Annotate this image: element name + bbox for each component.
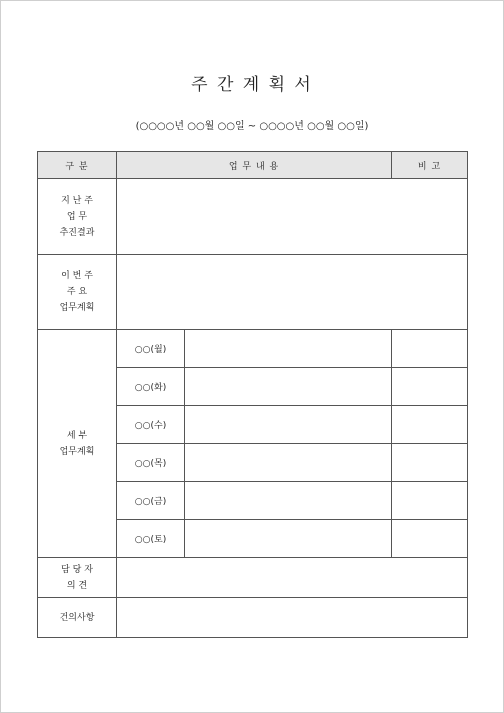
day-content-cell[interactable] xyxy=(185,520,392,558)
header-row xyxy=(38,152,468,179)
label-line: 업무계획 xyxy=(59,446,95,457)
day-remarks-cell[interactable] xyxy=(392,330,468,368)
label-last-week xyxy=(38,179,117,255)
row-last-week xyxy=(38,179,468,255)
day-remarks-cell[interactable] xyxy=(392,368,468,406)
header-category: 구 분 xyxy=(38,152,117,179)
day-label-fri: ○○(금) xyxy=(117,482,185,520)
label-line: 추진결과 xyxy=(59,227,95,238)
last-week-content-cell[interactable] xyxy=(117,179,468,255)
day-content-cell[interactable] xyxy=(185,330,392,368)
row-manager-opinion xyxy=(38,558,468,598)
period-range: (○○○○년 ○○월 ○○일 ~ ○○○○년 ○○월 ○○일) xyxy=(135,121,369,132)
day-label-sat: ○○(토) xyxy=(117,520,185,558)
day-label-thu: ○○(목) xyxy=(117,444,185,482)
row-this-week xyxy=(38,255,468,330)
label-detail-plan xyxy=(38,330,117,558)
label-line: 주 요 xyxy=(66,287,88,297)
day-label-mon: ○○(월) xyxy=(117,330,185,368)
day-label-wed: ○○(수) xyxy=(117,406,185,444)
row-day-mon xyxy=(38,330,468,368)
day-remarks-cell[interactable] xyxy=(392,444,468,482)
header-content: 업 무 내 용 xyxy=(117,152,392,179)
day-content-cell[interactable] xyxy=(185,482,392,520)
manager-opinion-cell[interactable] xyxy=(117,558,468,598)
label-line: 세 부 xyxy=(66,430,88,441)
document-title: 주 간 계 획 서 xyxy=(191,75,313,95)
label-line: 의 견 xyxy=(66,580,88,591)
label-this-week xyxy=(38,255,117,330)
label-manager-opinion xyxy=(38,558,117,598)
day-label-tue: ○○(화) xyxy=(117,368,185,406)
row-suggestions xyxy=(38,598,468,638)
day-content-cell[interactable] xyxy=(185,406,392,444)
weekly-plan-table xyxy=(37,151,468,638)
label-line: 이 번 주 xyxy=(61,271,93,281)
this-week-content-cell[interactable] xyxy=(117,255,468,330)
day-content-cell[interactable] xyxy=(185,444,392,482)
label-line: 지 난 주 xyxy=(61,195,93,206)
label-suggestions: 건의사항 xyxy=(38,598,117,638)
label-line: 업무계획 xyxy=(59,303,95,313)
label-line: 담 당 자 xyxy=(61,564,93,575)
day-remarks-cell[interactable] xyxy=(392,482,468,520)
day-remarks-cell[interactable] xyxy=(392,520,468,558)
suggestions-cell[interactable] xyxy=(117,598,468,638)
day-remarks-cell[interactable] xyxy=(392,406,468,444)
label-line: 업 무 xyxy=(66,211,88,222)
header-remarks: 비 고 xyxy=(392,152,468,179)
day-content-cell[interactable] xyxy=(185,368,392,406)
